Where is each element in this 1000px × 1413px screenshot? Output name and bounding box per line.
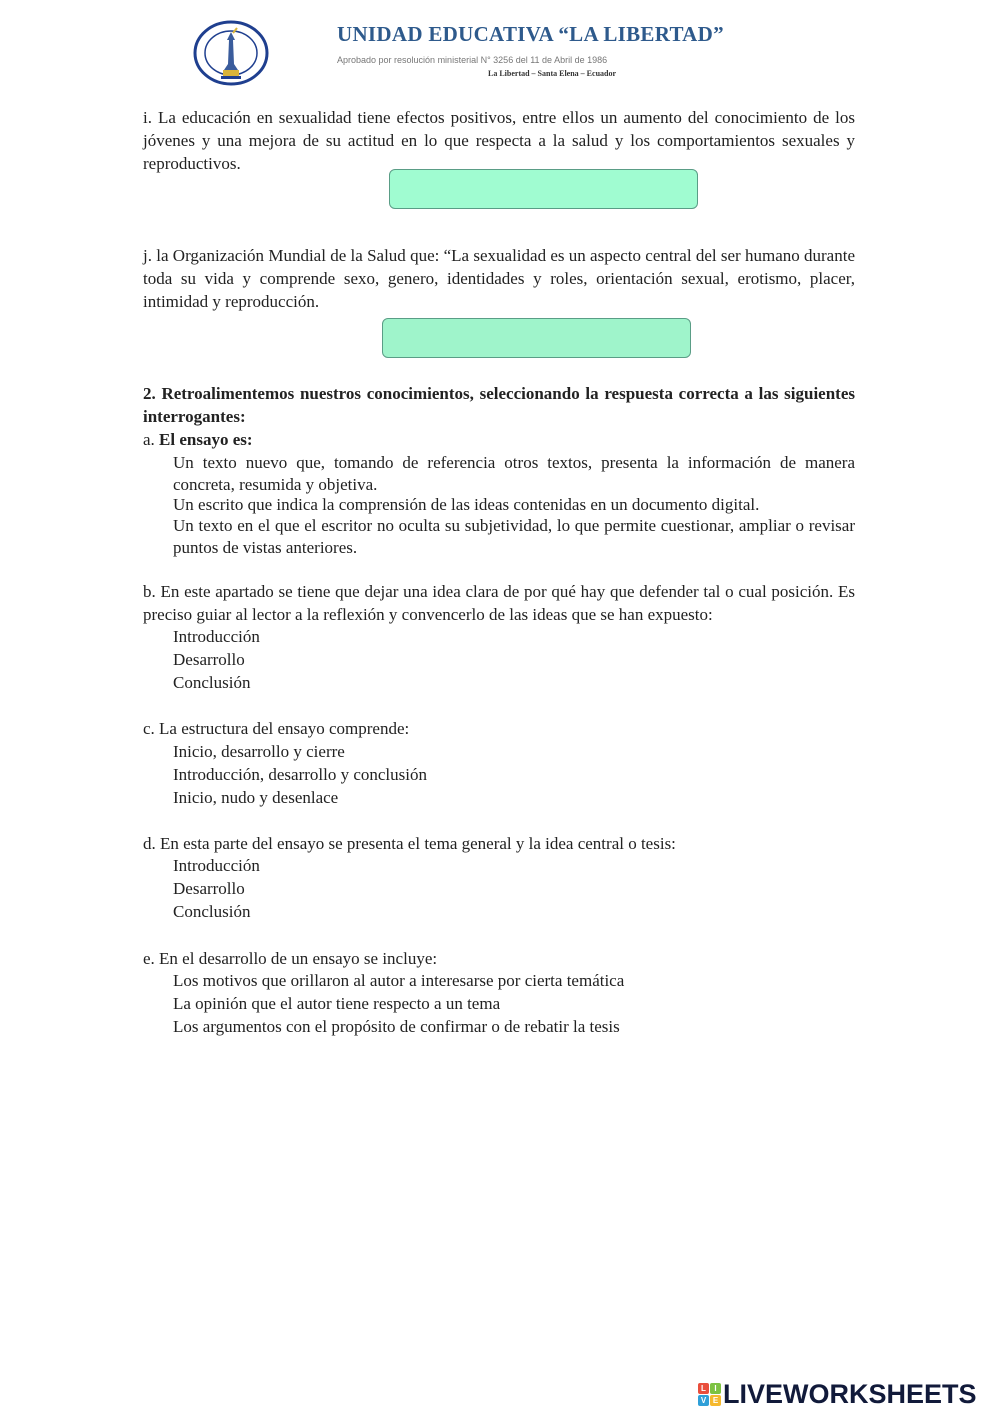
question-c: c. La estructura del ensayo comprende: [143,719,410,738]
answer-box-j[interactable] [382,318,691,358]
option-c-2[interactable]: Introducción, desarrollo y conclusión [173,765,427,784]
option-e-1[interactable]: Los motivos que orillaron al autor a interesarse por cierta temática [173,971,625,990]
question-a [143,428,855,451]
brand-square: L [698,1383,709,1394]
option-c-1[interactable]: Inicio, desarrollo y cierre [173,742,345,761]
brand-square: I [710,1383,721,1394]
brand-square: E [710,1395,721,1406]
option-e-2[interactable]: La opinión que el autor tiene respecto a un tema [173,994,501,1013]
option-b-3[interactable]: Conclusión [173,673,251,692]
location-text: La Libertad – Santa Elena – Ecuador [488,69,617,78]
option-b-1[interactable]: Introducción [173,627,260,646]
option-b-2[interactable]: Desarrollo [173,650,245,669]
option-d-1[interactable]: Introducción [173,856,260,875]
option-e-3[interactable]: Los argumentos con el propósito de confirmar o de rebatir la tesis [173,1017,620,1036]
question-a-prefix: a. [143,430,160,449]
option-d-3[interactable]: Conclusión [173,902,251,921]
question-e: e. En el desarrollo de un ensayo se incluye: [143,949,438,968]
approval-text: Aprobado por resolución ministerial N° 3256 del 11 de Abril de 1986 [337,55,608,65]
option-d-2[interactable]: Desarrollo [173,879,245,898]
option-a-1[interactable]: Un texto nuevo que, tomando de referencia otros textos, presenta la información de manera concreta, resumida y objetiva. [173,453,855,494]
answer-box-i[interactable] [389,169,698,209]
option-a-3[interactable]: Un texto en el que el escritor no oculta su subjetividad, lo que permite cuestionar, ampliar o revisar puntos de vistas anteriores. [173,516,855,557]
brand-name: LIVEWORKSHEETS [723,1378,977,1409]
question-a-text: El ensayo es: [159,430,253,449]
question-d: d. En esta parte del ensayo se presenta el tema general y la idea central o tesis: [143,834,676,853]
item-i-text: i. La educación en sexualidad tiene efectos positivos, entre ellos un aumento del conocimiento de los jóvenes y una mejora de su actitud en lo que respecta a la salud y los comportamientos sexuales y reproductivos. [143,108,855,173]
school-name: UNIDAD EDUCATIVA “LA LIBERTAD” [337,22,724,46]
option-c-3[interactable]: Inicio, nudo y desenlace [173,788,339,807]
liveworksheets-brand[interactable] [698,1378,977,1410]
school-logo [193,20,269,86]
option-a-2[interactable]: Un escrito que indica la comprensión de las ideas contenidas en un documento digital. [173,495,760,514]
question-b: b. En este apartado se tiene que dejar una idea clara de por qué hay que defender tal o cual posición. Es preciso guiar al lector a la reflexión y convencerlo de las ideas que se han expuesto: [143,582,855,624]
section-2-heading: 2. Retroalimentemos nuestros conocimientos, seleccionando la respuesta correcta a las siguientes interrogantes: [143,384,855,426]
brand-square: V [698,1395,709,1406]
brand-squares-icon [698,1383,721,1406]
item-j-text: j. la Organización Mundial de la Salud que: “La sexualidad es un aspecto central del ser humano durante toda su vida y comprende sexo, genero, identidades y roles, orientación sexual, erotismo, placer, intimidad y reproducción. [143,246,855,311]
